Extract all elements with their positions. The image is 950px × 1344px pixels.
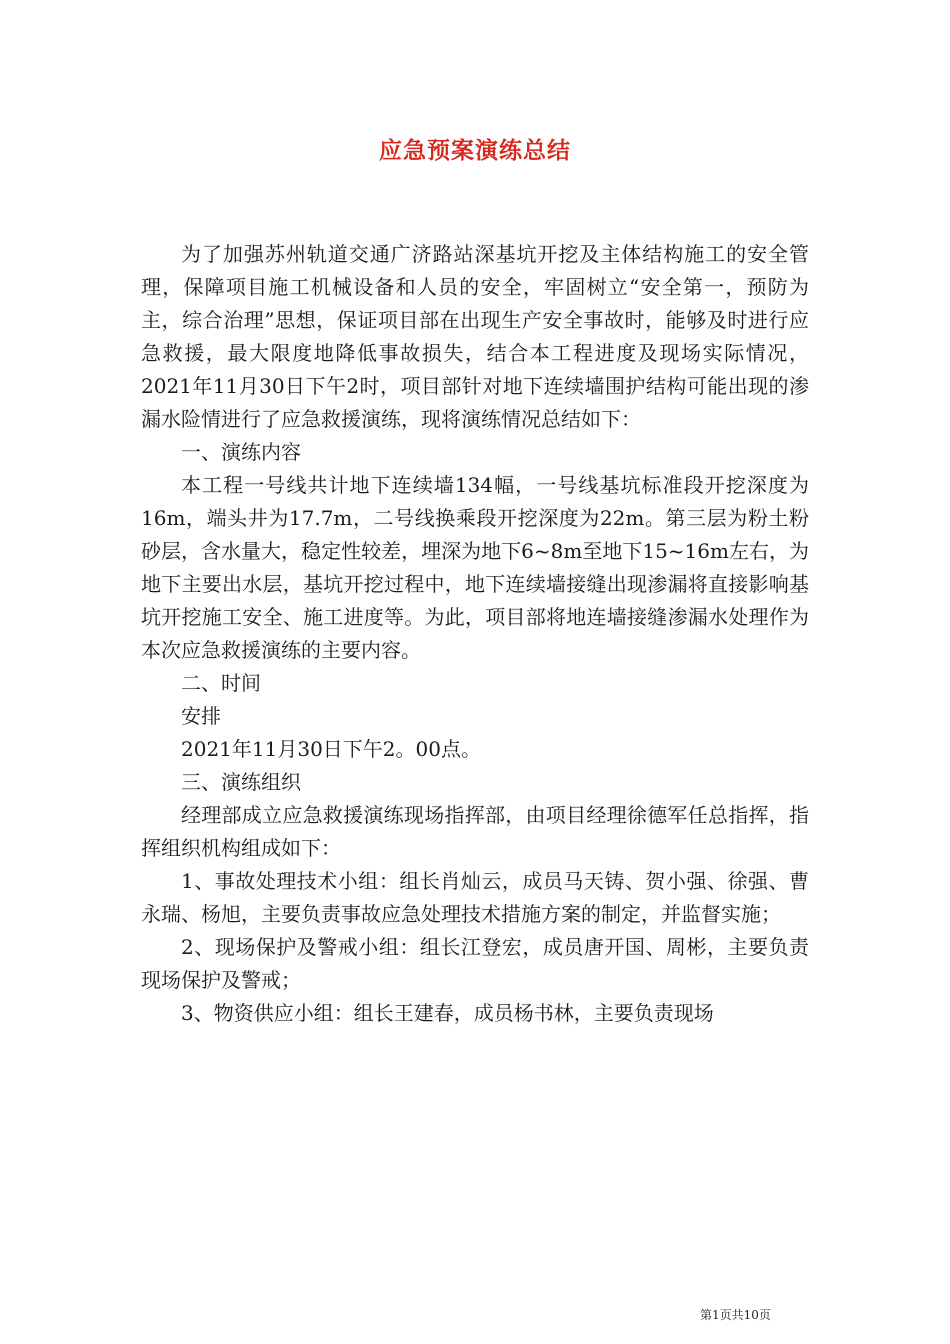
document-title: 应急预案演练总结: [379, 137, 571, 164]
heading-time: 二、时间: [181, 671, 261, 695]
heading-drill-content: 一、演练内容: [181, 440, 301, 464]
heading-drill-organization: 三、演练组织: [181, 770, 301, 794]
list-item-technical-group: 1、事故处理技术小组：组长肖灿云，成员马天铸、贺小强、徐强、曹永瑞、杨旭，主要负责事故应急处理技术措施方案的制定，并监督实施；: [141, 869, 809, 926]
list-item-security-group: 2、现场保护及警戒小组：组长江登宏，成员唐开国、周彬，主要负责现场保护及警戒；: [141, 935, 809, 992]
list-item-supply-group: 3、物资供应小组：组长王建春，成员杨书林，主要负责现场: [181, 1001, 714, 1025]
document-body: [141, 238, 809, 1030]
paragraph-organization: 经理部成立应急救援演练现场指挥部，由项目经理徐德军任总指挥，指挥组织机构组成如下：: [141, 803, 809, 860]
paragraph-intro: 为了加强苏州轨道交通广济路站深基坑开挖及主体结构施工的安全管理，保障项目施工机械设备和人员的安全，牢固树立“安全第一，预防为主，综合治理”思想，保证项目部在出现生产安全事故时，能够及时进行应急救援，最大限度地降低事故损失，结合本工程进度及现场实际情况，2021年11月30日下午2时，项目部针对地下连续墙围护结构可能出现的渗漏水险情进行了应急救援演练，现将演练情况总结如下：: [141, 242, 809, 431]
paragraph-drill-content: 本工程一号线共计地下连续墙134幅，一号线基坑标准段开挖深度为16m，端头井为17.7m，二号线换乘段开挖深度为22m。第三层为粉土粉砂层，含水量大，稳定性较差，埋深为地下6~8m至地下15~16m左右，为地下主要出水层，基坑开挖过程中，地下连续墙接缝出现渗漏将直接影响基坑开挖施工安全、施工进度等。为此，项目部将地连墙接缝渗漏水处理作为本次应急救援演练的主要内容。: [141, 473, 809, 662]
page-number: 第1页共10页: [700, 1308, 771, 1322]
paragraph-arrangement: 安排: [181, 704, 221, 728]
paragraph-date: 2021年11月30日下午2。00点。: [181, 737, 481, 761]
